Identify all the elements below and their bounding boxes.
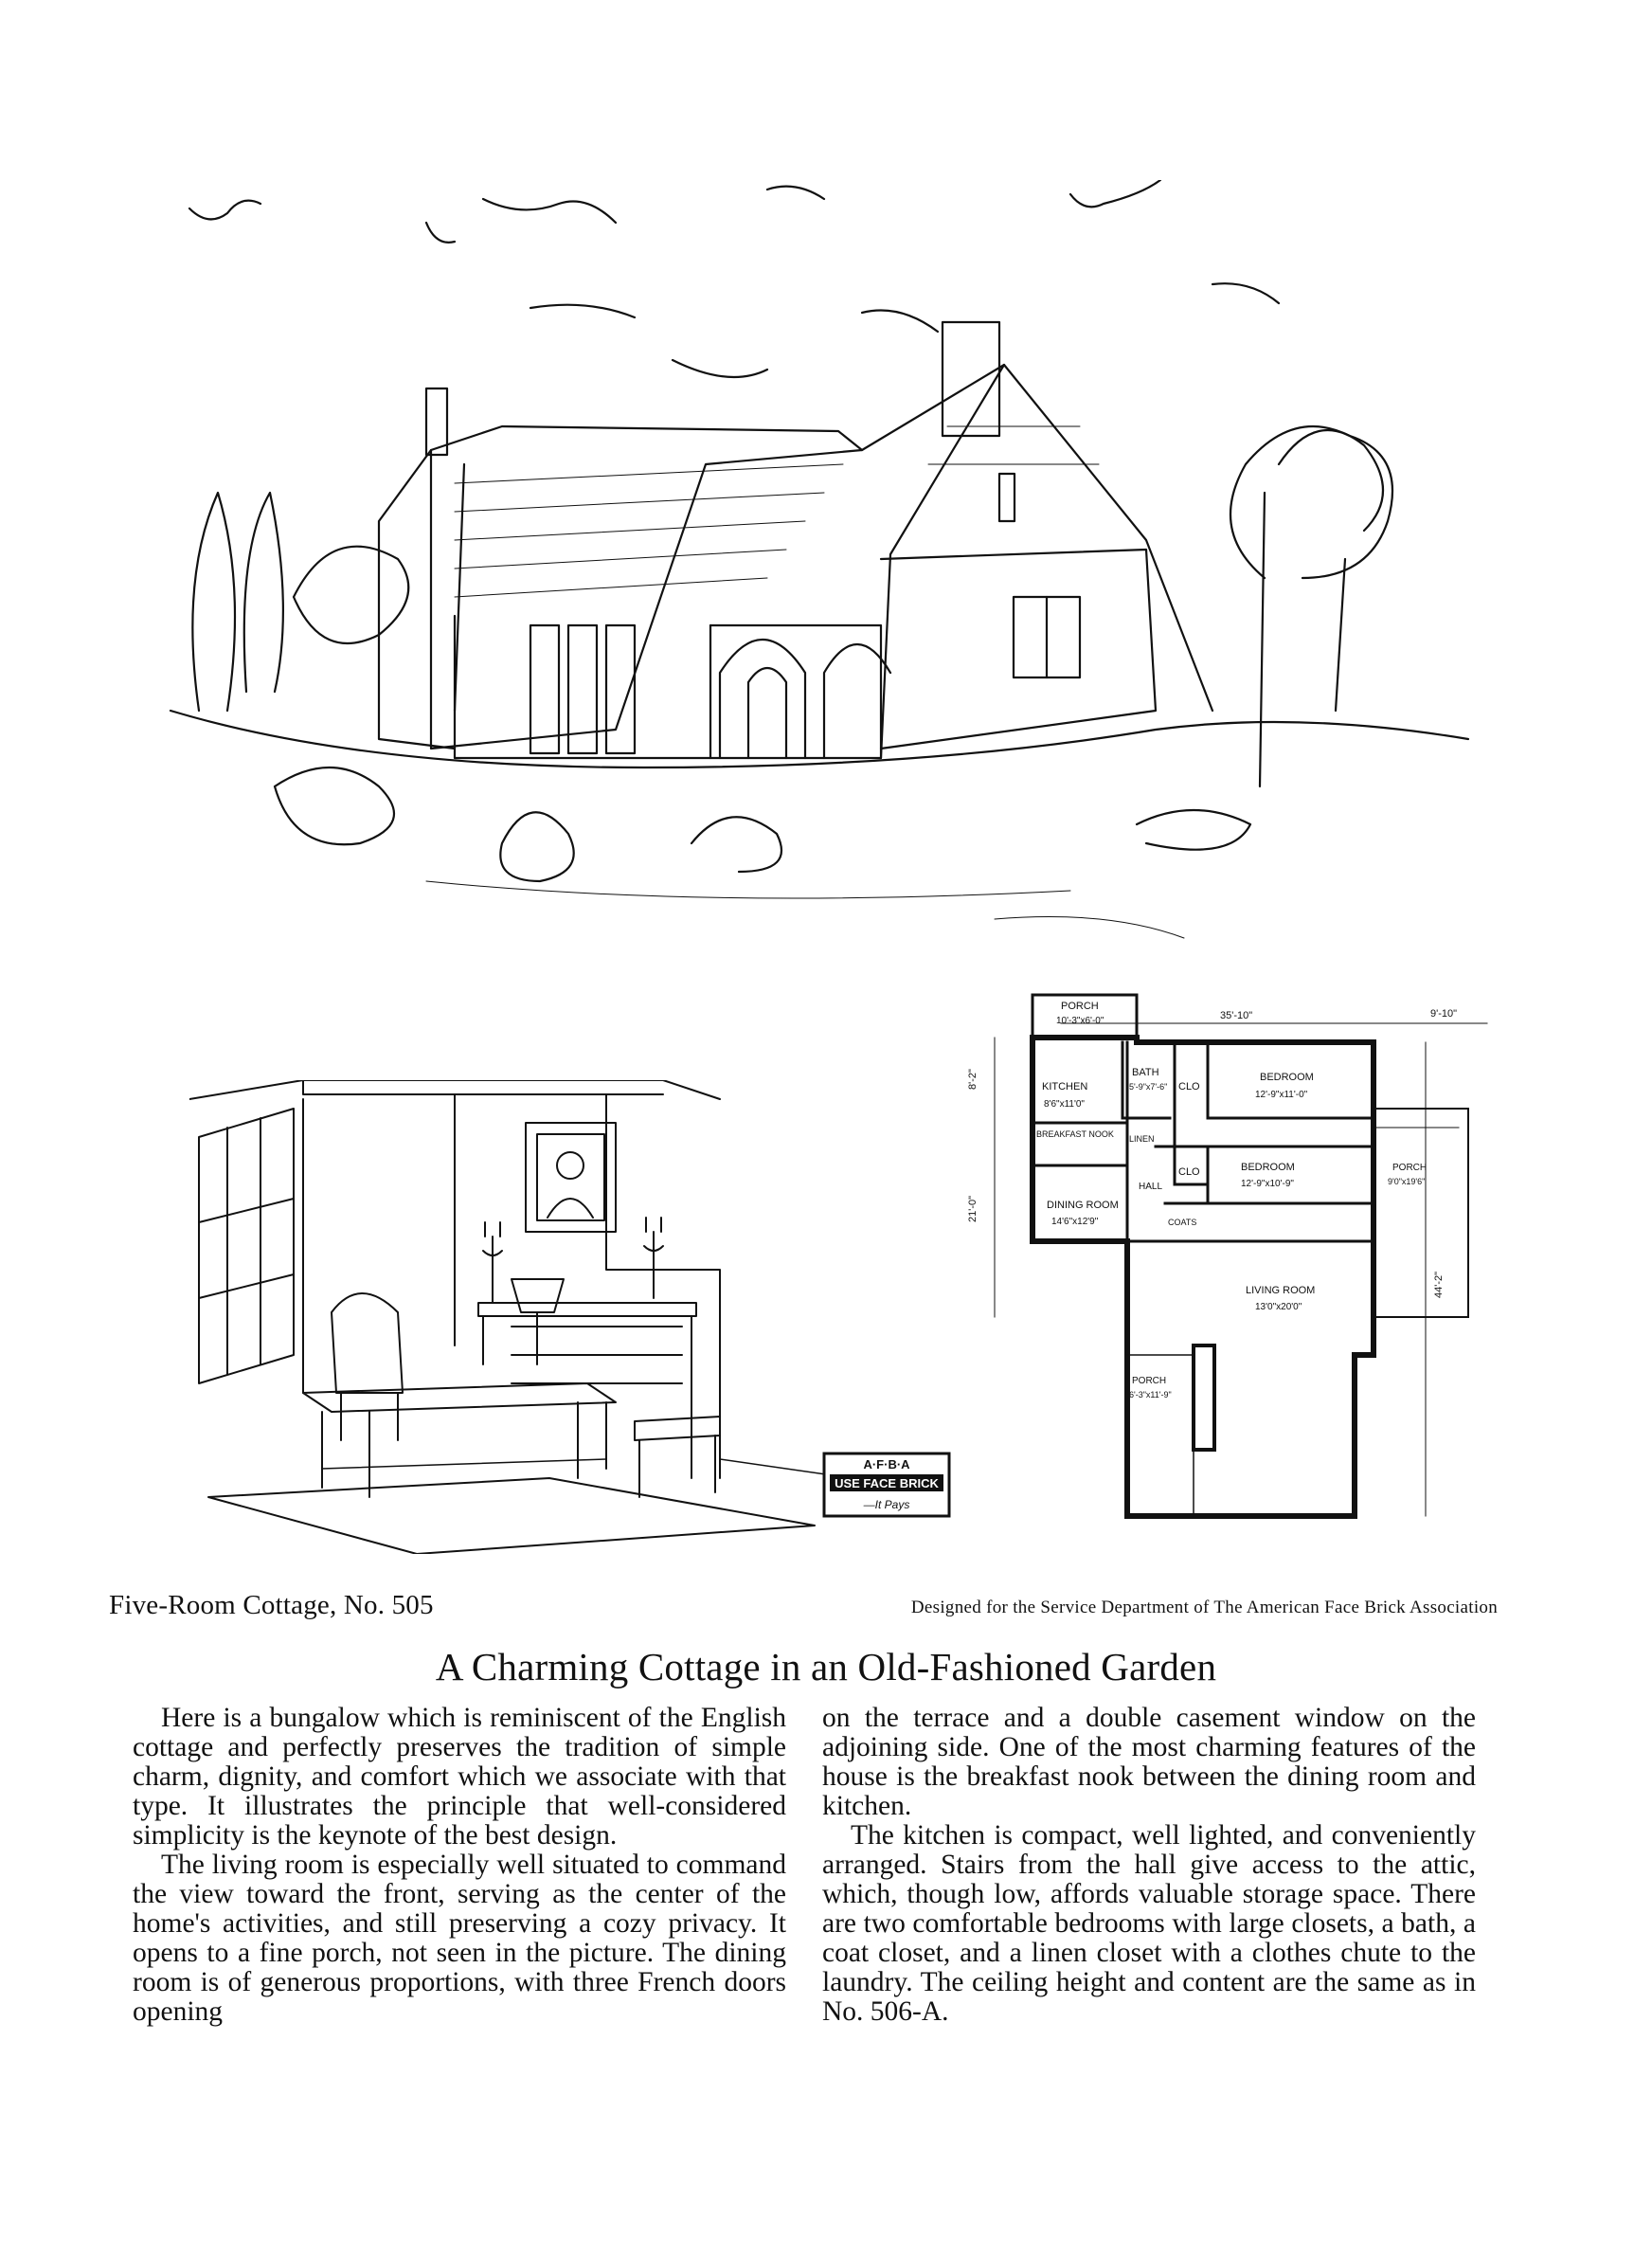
body-paragraph: on the terrace and a double casement window on the adjoining side. One of the most charming features of the house is the breakfast nook between the dining room and kitchen.	[822, 1703, 1476, 1821]
floor-plan	[957, 985, 1497, 1535]
caption-designer-credit: Designed for the Service Department of The American Face Brick Association	[910, 1598, 1498, 1617]
plan-label-living: LIVING ROOM	[1246, 1285, 1316, 1296]
plan-size-kitchen: 8'6"x11'0"	[1044, 1099, 1085, 1110]
plan-label-dining: DINING ROOM	[1047, 1200, 1119, 1211]
plan-size-porch-right: 9'0"x19'6"	[1388, 1177, 1426, 1186]
plan-size-living: 13'0"x20'0"	[1255, 1302, 1302, 1312]
cottage-exterior-illustration	[142, 180, 1487, 995]
plan-label-porch-top: PORCH	[1061, 1001, 1099, 1012]
plan-size-porch-top: 10'-3"x6'-0"	[1056, 1016, 1104, 1026]
body-paragraph: The kitchen is compact, well lighted, and conveniently arranged. Stairs from the hall give access to the attic, which, though low, affords valuable storage space. There are two comfortable bedrooms with large closets, a bath, a coat closet, and a linen closet with a clothes chute to the laundry. The ceiling height and content are the same as in No. 506-A.	[822, 1820, 1476, 2027]
badge-line2: USE FACE BRICK	[835, 1476, 939, 1490]
plan-label-clo-2: CLO	[1178, 1166, 1200, 1178]
plan-label-bedroom-2: BEDROOM	[1241, 1162, 1295, 1173]
plan-label-bath: BATH	[1132, 1067, 1159, 1078]
dining-room-interior-illustration	[189, 1080, 853, 1554]
plan-label-hall: HALL	[1139, 1182, 1163, 1192]
plan-size-bedroom-2: 12'-9"x10'-9"	[1241, 1179, 1294, 1189]
body-column-left	[133, 1704, 786, 2027]
plan-label-porch-right: PORCH	[1392, 1163, 1428, 1173]
plan-label-porch-left: PORCH	[1132, 1376, 1167, 1386]
plan-size-porch-left: 6'-3"x11'-9"	[1129, 1390, 1172, 1399]
plan-dim-top-right: 9'-10"	[1430, 1008, 1458, 1020]
plan-label-bedroom-1: BEDROOM	[1260, 1072, 1314, 1083]
afba-badge	[822, 1452, 951, 1518]
badge-line3: —It Pays	[863, 1498, 910, 1511]
plan-size-dining: 14'6"x12'9"	[1051, 1217, 1099, 1227]
plan-label-linen: LINEN	[1129, 1134, 1155, 1144]
body-column-right	[822, 1704, 1476, 2027]
body-paragraph: The living room is especially well situated to command the view toward the front, serving as the center of the home's activities, and still preserving a cozy privacy. It opens to a fine porch, not seen in the picture. The dining room is of generous proportions, with three French doors opening	[133, 1850, 786, 2027]
badge-line1: A·F·B·A	[863, 1457, 910, 1472]
plan-dim-left-upper: 8'-2"	[967, 1069, 979, 1090]
plan-dim-left-lower: 21'-0"	[967, 1195, 979, 1222]
plan-label-coats: COATS	[1168, 1218, 1197, 1227]
body-paragraph: Here is a bungalow which is reminiscent of the English cottage and perfectly preserves the tradition of simple charm, dignity, and comfort which we associate with that type. It illustrates the principle that well-considered simplicity is the keynote of the best design.	[133, 1703, 786, 1851]
plan-dim-top: 35'-10"	[1220, 1010, 1253, 1021]
article-title: A Charming Cottage in an Old-Fashioned Garden	[435, 1645, 1217, 1688]
plan-label-kitchen: KITCHEN	[1042, 1081, 1088, 1092]
plan-label-clo-1: CLO	[1178, 1081, 1200, 1092]
plan-dim-right: 44'-2"	[1433, 1271, 1445, 1298]
plan-size-bath: 5'-9"x7'-6"	[1129, 1082, 1168, 1092]
plan-label-breakfast: BREAKFAST NOOK	[1036, 1129, 1114, 1139]
caption-plan-number: Five-Room Cottage, No. 505	[109, 1590, 434, 1620]
plan-size-bedroom-1: 12'-9"x11'-0"	[1255, 1090, 1308, 1100]
